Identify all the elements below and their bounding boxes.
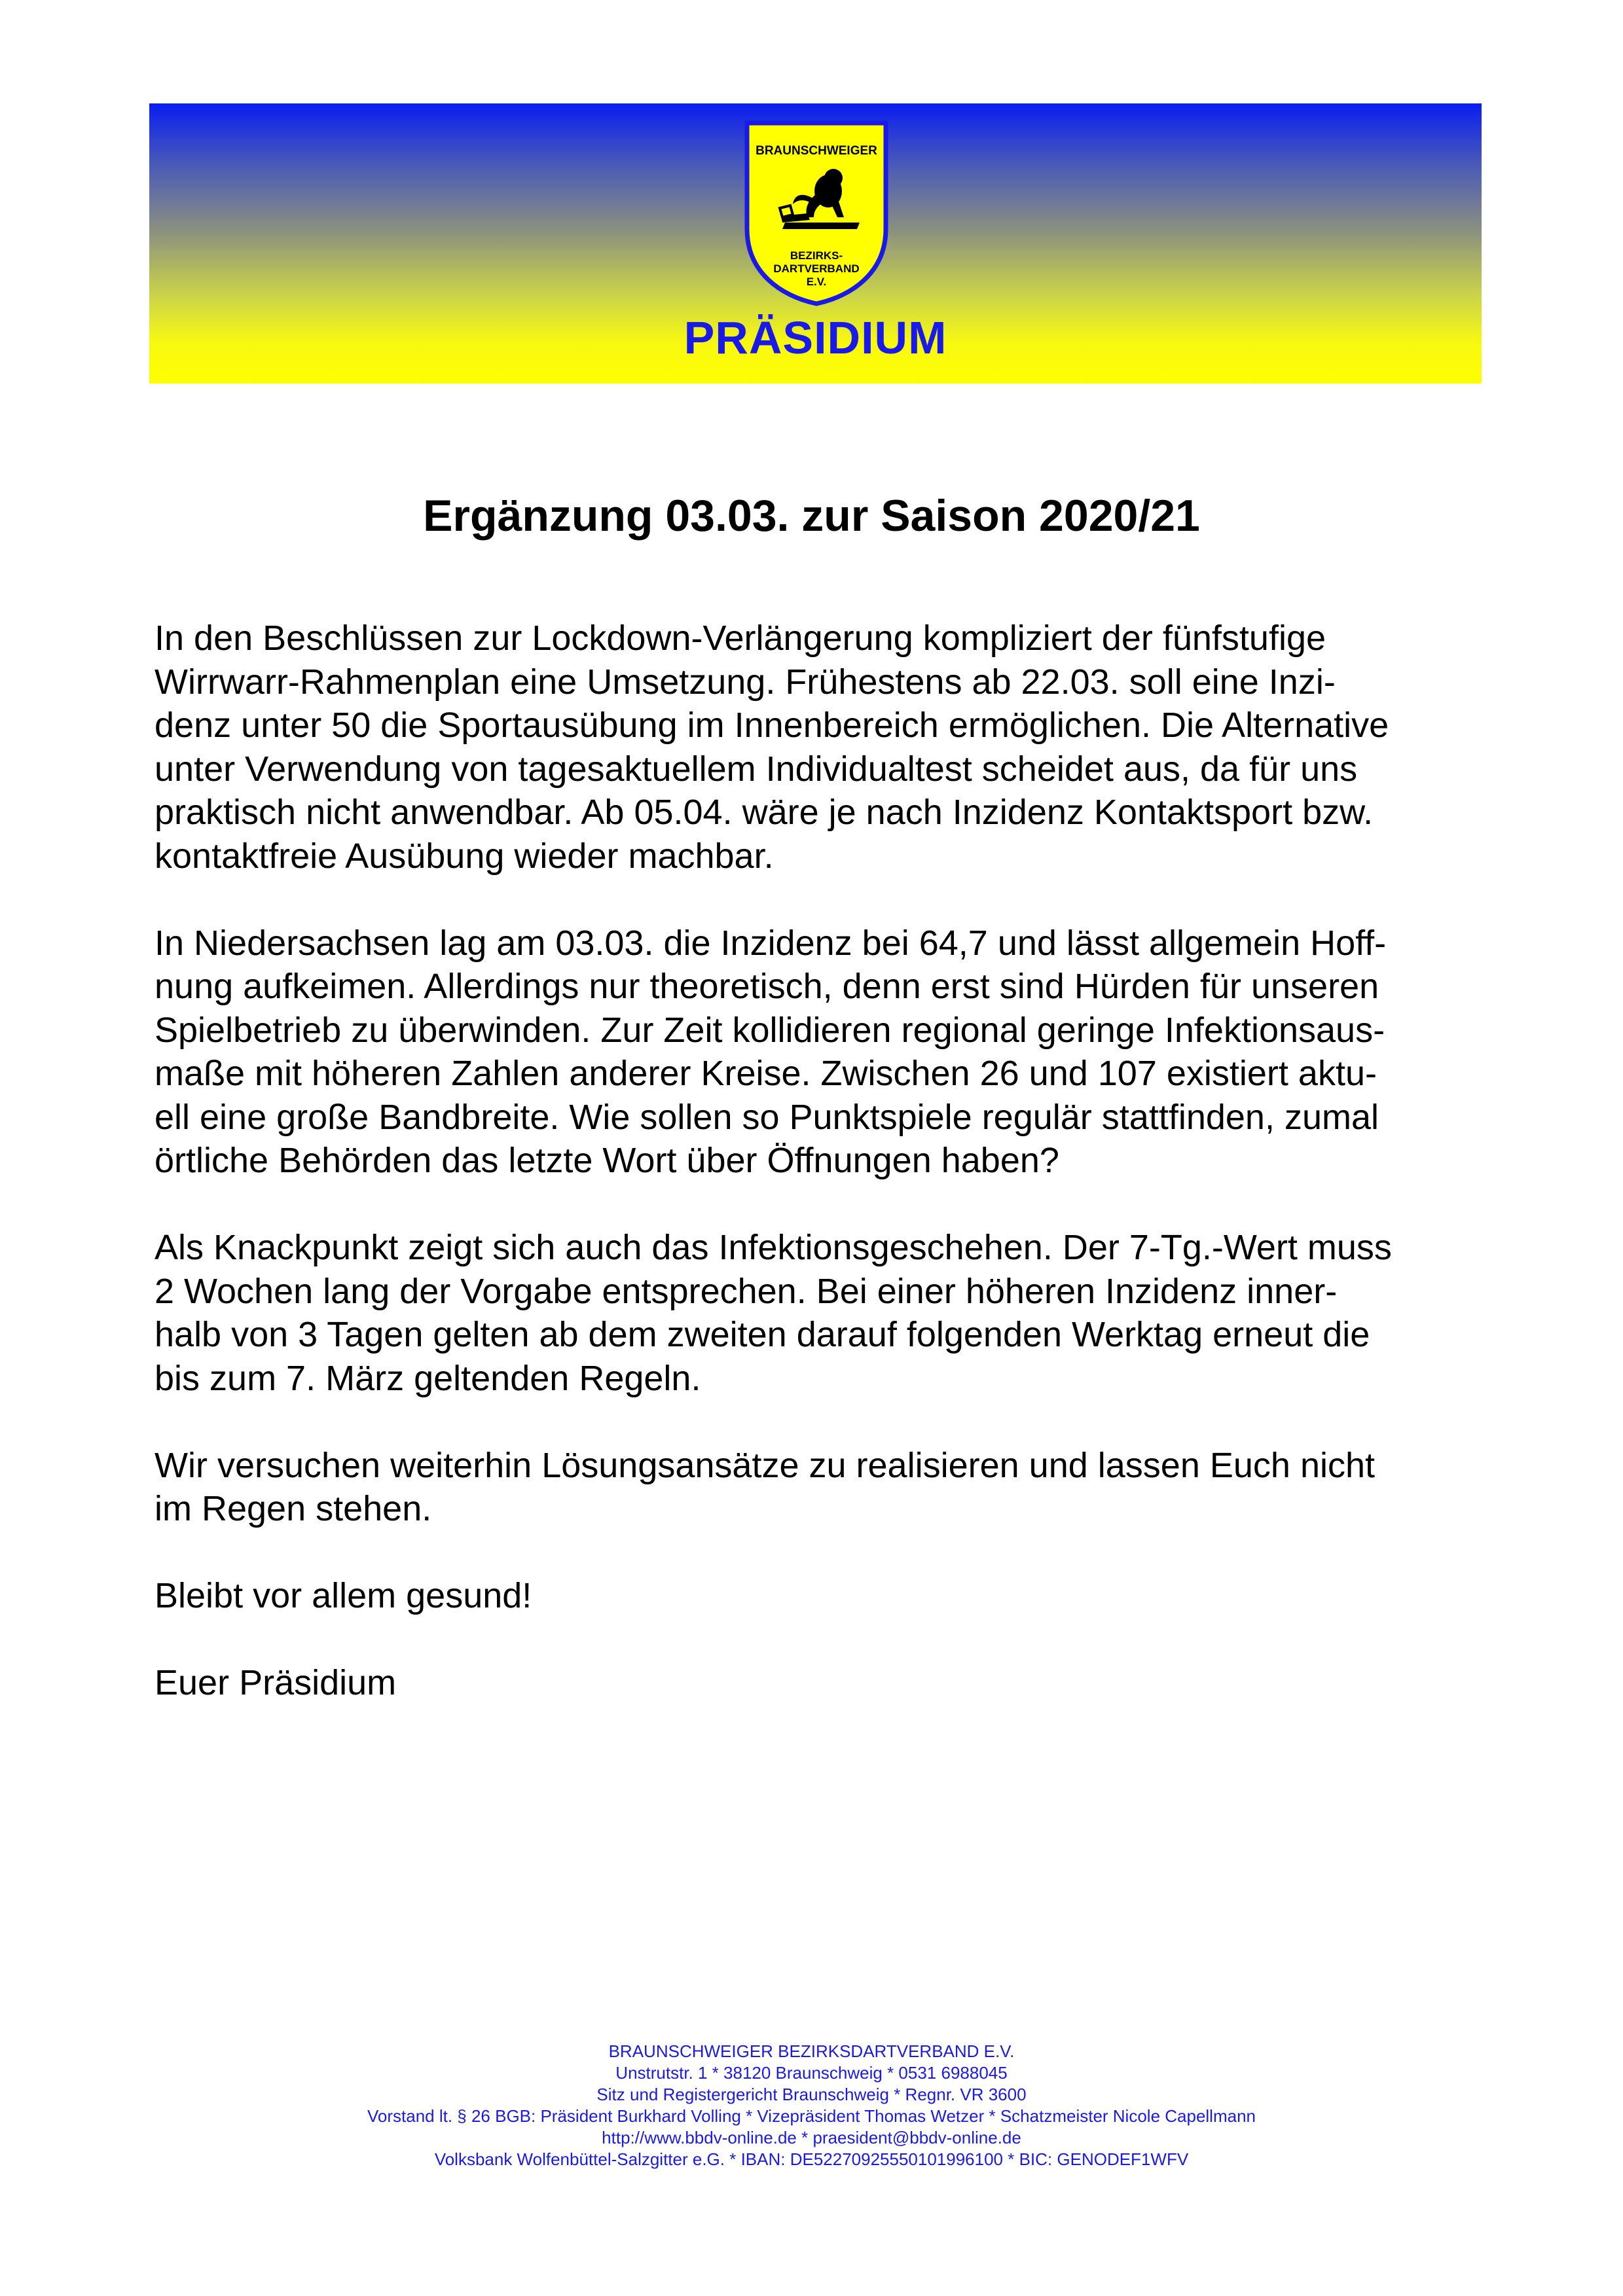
text-line: In Niedersachsen lag am 03.03. die Inzidenz bei 64,7 und lässt allgemein Hoff- xyxy=(155,923,1387,963)
association-crest-logo xyxy=(742,118,891,308)
text-line: Euer Präsidium xyxy=(155,1663,397,1702)
crest-bottom-line-2: DARTVERBAND xyxy=(773,262,860,275)
text-line: Wir versuchen weiterhin Lösungsansätze zu realisieren und lassen Euch nicht xyxy=(155,1445,1376,1485)
paragraph xyxy=(155,1444,1484,1531)
paragraph xyxy=(155,922,1484,1183)
text-line: praktisch nicht anwendbar. Ab 05.04. wäre je nach Inzidenz Kontaktsport bzw. xyxy=(155,793,1374,832)
text-line: Bleibt vor allem gesund! xyxy=(155,1576,532,1615)
footer-bank: Volksbank Wolfenbüttel-Salzgitter e.G. * IBAN: DE52270925550101996100 * BIC: GENODEF1WFV xyxy=(434,2149,1189,2169)
text-line: 2 Wochen lang der Vorgabe entsprechen. Bei einer höheren Inzidenz inner- xyxy=(155,1271,1338,1311)
banner-title: PRÄSIDIUM xyxy=(684,312,947,363)
text-line: nung aufkeimen. Allerdings nur theoretisch, denn erst sind Hürden für unseren xyxy=(155,967,1379,1006)
footer-association-name: BRAUNSCHWEIGER BEZIRKSDARTVERBAND E.V. xyxy=(608,2041,1015,2061)
text-line: unter Verwendung von tagesaktuellem Individualtest scheidet aus, da für uns xyxy=(155,749,1358,789)
crest-top-text: BRAUNSCHWEIGER xyxy=(756,144,877,158)
document-title: Ergänzung 03.03. zur Saison 2020/21 xyxy=(423,491,1200,541)
text-line: im Regen stehen. xyxy=(155,1489,432,1528)
text-line: kontaktfreie Ausübung wieder machbar. xyxy=(155,836,774,876)
text-line: Wirrwarr-Rahmenplan eine Umsetzung. Frühestens ab 22.03. soll eine Inzi- xyxy=(155,662,1336,702)
crest-bottom-line-3: E.V. xyxy=(806,276,827,288)
paragraph xyxy=(155,1661,1484,1705)
crest-bottom-line-1: BEZIRKS- xyxy=(790,249,843,262)
footer-board: Vorstand lt. § 26 BGB: Präsident Burkhard Volling * Vizepräsident Thomas Wetzer * Schatzmeister Nicole Capellmann xyxy=(367,2106,1256,2126)
paragraph xyxy=(155,617,1484,878)
document-body xyxy=(155,617,1484,1748)
text-line: halb von 3 Tagen gelten ab dem zweiten darauf folgenden Werktag erneut die xyxy=(155,1315,1370,1354)
text-line: Spielbetrieb zu überwinden. Zur Zeit kollidieren regional geringe Infektionsaus- xyxy=(155,1010,1385,1050)
footer xyxy=(0,2041,1623,2170)
footer-registry: Sitz und Registergericht Braunschweig * Regnr. VR 3600 xyxy=(596,2085,1027,2104)
text-line: maße mit höheren Zahlen anderer Kreise. Zwischen 26 und 107 existiert aktu- xyxy=(155,1054,1377,1093)
text-line: In den Beschlüssen zur Lockdown-Verlängerung kompliziert der fünfstufige xyxy=(155,619,1326,658)
footer-address: Unstrutstr. 1 * 38120 Braunschweig * 0531 6988045 xyxy=(615,2063,1008,2083)
text-line: denz unter 50 die Sportausübung im Innenbereich ermöglichen. Die Alternative xyxy=(155,706,1389,745)
text-line: örtliche Behörden das letzte Wort über Öffnungen haben? xyxy=(155,1141,1059,1180)
text-line: ell eine große Bandbreite. Wie sollen so Punktspiele regulär stattfinden, zumal xyxy=(155,1097,1379,1137)
header-banner xyxy=(149,103,1482,384)
text-line: Als Knackpunkt zeigt sich auch das Infektionsgeschehen. Der 7-Tg.-Wert muss xyxy=(155,1228,1392,1267)
footer-contact: http://www.bbdv-online.de * praesident@bbdv-online.de xyxy=(602,2128,1021,2147)
paragraph xyxy=(155,1574,1484,1618)
paragraph xyxy=(155,1226,1484,1400)
text-line: bis zum 7. März geltenden Regeln. xyxy=(155,1358,701,1398)
